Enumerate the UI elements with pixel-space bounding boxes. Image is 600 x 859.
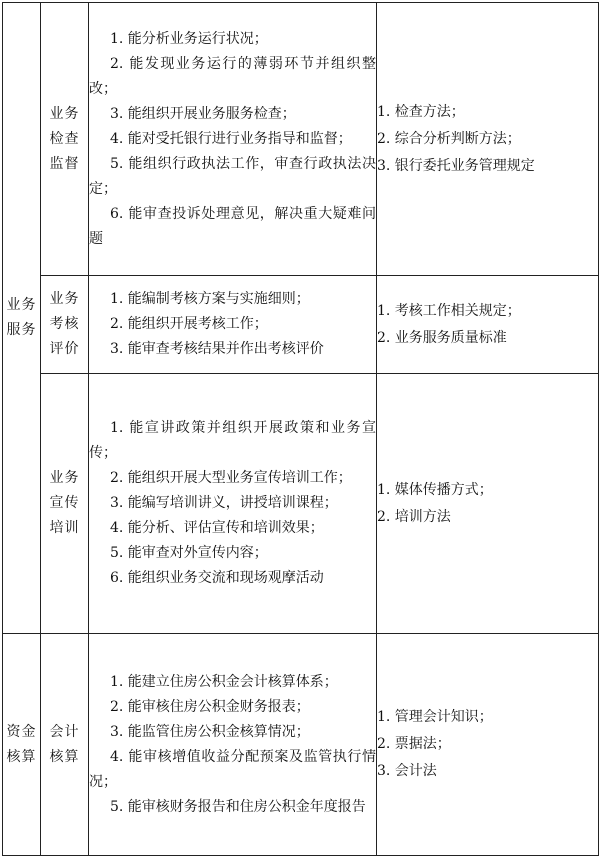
ability-item: 1. 能建立住房公积金会计核算体系； bbox=[110, 673, 338, 690]
ability-item: 4. 能分析、评估宣传和培训效果； bbox=[110, 520, 324, 536]
knowledge-item: 1. 管理会计知识； bbox=[377, 709, 493, 725]
table-row bbox=[3, 634, 599, 856]
ability-item: 6. 能审查投诉处理意见，解决重大疑难问题 bbox=[89, 205, 376, 247]
ability-item: 4. 能对受托银行进行业务指导和监督； bbox=[110, 130, 352, 147]
category-cell: 资金 核算 bbox=[3, 634, 41, 856]
ability-item: 6. 能组织业务交流和现场观摩活动 bbox=[110, 570, 324, 586]
ability-item: 1. 能分析业务运行状况； bbox=[110, 30, 268, 47]
ability-requirements-cell bbox=[89, 634, 377, 856]
ability-item: 5. 能审核财务报告和住房公积金年度报告 bbox=[110, 798, 366, 815]
knowledge-item: 1. 媒体传播方式； bbox=[377, 481, 493, 498]
knowledge-item: 3. 银行委托业务管理规定 bbox=[377, 157, 535, 174]
ability-item: 4. 能审核增值收益分配预案及监管执行情况； bbox=[89, 748, 376, 790]
ability-item: 3. 能审查考核结果并作出考核评价 bbox=[110, 341, 324, 357]
knowledge-item: 2. 业务服务质量标准 bbox=[377, 329, 507, 346]
related-knowledge-cell bbox=[377, 3, 599, 276]
ability-item: 2. 能发现业务运行的薄弱环节并组织整改； bbox=[89, 55, 376, 97]
related-knowledge-cell bbox=[377, 276, 599, 374]
ability-item: 3. 能监管住房公积金核算情况； bbox=[110, 723, 310, 740]
knowledge-item: 2. 培训方法 bbox=[377, 508, 451, 525]
category-cell: 业务 服务 bbox=[3, 3, 41, 634]
ability-item: 3. 能编写培训讲义，讲授培训课程； bbox=[110, 495, 338, 511]
ability-item: 2. 能组织开展考核工作； bbox=[110, 316, 268, 332]
ability-item: 5. 能审查对外宣传内容； bbox=[110, 545, 268, 561]
table-row bbox=[3, 276, 599, 374]
ability-item: 5. 能组织行政执法工作，审查行政执法决定； bbox=[89, 155, 376, 197]
subcategory-cell: 业务 宣传 培训 bbox=[41, 374, 89, 634]
subcategory-cell: 业务 检查 监督 bbox=[41, 3, 89, 276]
related-knowledge-cell bbox=[377, 374, 599, 634]
knowledge-item: 1. 考核工作相关规定； bbox=[377, 302, 521, 319]
ability-requirements-cell bbox=[89, 3, 377, 276]
knowledge-item: 2. 票据法； bbox=[377, 736, 451, 752]
subcategory-cell: 业务 考核 评价 bbox=[41, 276, 89, 374]
ability-item: 1. 能宣讲政策并组织开展政策和业务宣传； bbox=[89, 420, 376, 461]
knowledge-item: 3. 会计法 bbox=[377, 763, 437, 779]
knowledge-item: 2. 综合分析判断方法； bbox=[377, 130, 521, 147]
table-row bbox=[3, 3, 599, 276]
subcategory-cell: 会计 核算 bbox=[41, 634, 89, 856]
ability-item: 3. 能组织开展业务服务检查； bbox=[110, 105, 296, 122]
table-row bbox=[3, 374, 599, 634]
ability-item: 2. 能组织开展大型业务宣传培训工作； bbox=[110, 470, 352, 486]
competency-table bbox=[2, 2, 599, 856]
ability-requirements-cell bbox=[89, 276, 377, 374]
ability-item: 1. 能编制考核方案与实施细则； bbox=[110, 291, 310, 307]
ability-item: 2. 能审核住房公积金财务报表； bbox=[110, 698, 310, 715]
ability-requirements-cell bbox=[89, 374, 377, 634]
related-knowledge-cell bbox=[377, 634, 599, 856]
knowledge-item: 1. 检查方法； bbox=[377, 103, 465, 120]
